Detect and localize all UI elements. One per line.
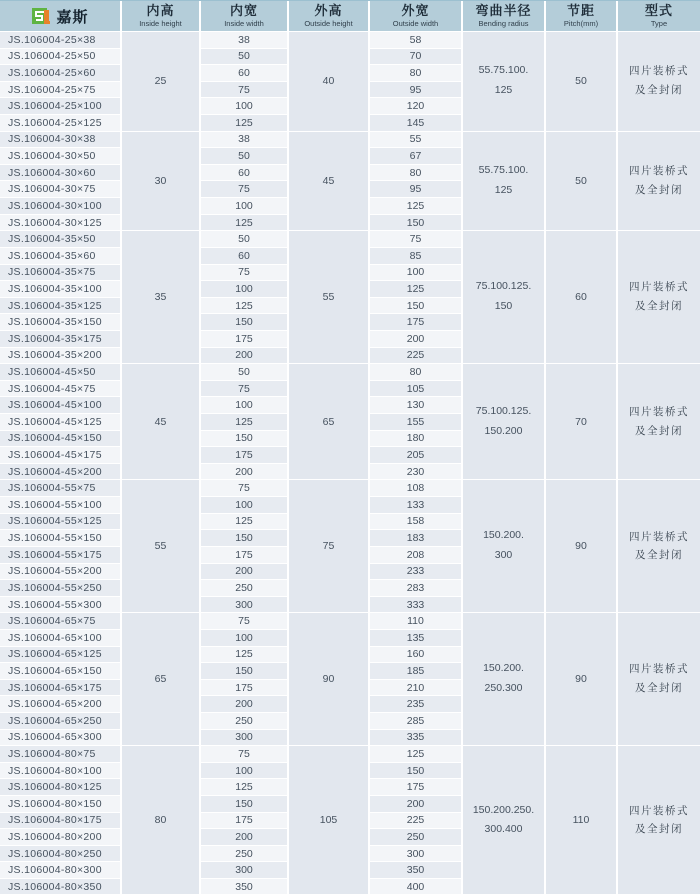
- model-cell: JS.106004-25×50: [0, 49, 120, 65]
- inside-height-cell: 45: [122, 364, 199, 479]
- inside-width-cell: 125: [201, 647, 287, 663]
- model-cell: JS.106004-45×75: [0, 381, 120, 397]
- outside-width-cell: 145: [370, 115, 461, 131]
- type-cell: [618, 480, 700, 612]
- header-label-en: Type: [650, 18, 668, 28]
- outside-width-cell: 235: [370, 696, 461, 712]
- model-cell: JS.106004-80×175: [0, 813, 120, 829]
- model-cell: JS.106004-80×150: [0, 796, 120, 812]
- outside-width-cell: 58: [370, 32, 461, 48]
- outside-height-cell: 65: [289, 364, 368, 479]
- inside-width-cell: 100: [201, 497, 287, 513]
- header-label-en: Pitch(mm): [563, 18, 599, 28]
- inside-width-cell: 250: [201, 580, 287, 596]
- pitch-cell: 50: [546, 32, 616, 131]
- model-cell: JS.106004-55×300: [0, 597, 120, 613]
- model-cell: JS.106004-25×75: [0, 82, 120, 98]
- type-line: 及全封闭: [635, 424, 683, 437]
- outside-height-cell: 90: [289, 613, 368, 745]
- model-cell: JS.106004-65×175: [0, 680, 120, 696]
- type-line: 四片装桥式: [629, 530, 689, 543]
- bending-radius-line: 125: [494, 183, 513, 196]
- model-cell: JS.106004-30×50: [0, 148, 120, 164]
- type-line: 及全封闭: [635, 300, 683, 313]
- brand-logo-icon: [31, 6, 51, 26]
- inside-width-cell: 350: [201, 879, 287, 894]
- model-cell: JS.106004-55×250: [0, 580, 120, 596]
- model-cell: JS.106004-80×125: [0, 779, 120, 795]
- outside-width-cell: 150: [370, 763, 461, 779]
- outside-width-cell: 150: [370, 215, 461, 231]
- outside-width-cell: 135: [370, 630, 461, 646]
- pitch-cell: 110: [546, 746, 616, 894]
- inside-width-cell: 300: [201, 597, 287, 613]
- outside-width-cell: 183: [370, 530, 461, 546]
- model-cell: JS.106004-80×350: [0, 879, 120, 894]
- model-cell: JS.106004-55×150: [0, 530, 120, 546]
- inside-width-cell: 100: [201, 763, 287, 779]
- bending-radius-cell: [463, 746, 544, 894]
- model-cell: JS.106004-35×60: [0, 248, 120, 264]
- type-line: 及全封闭: [635, 183, 683, 196]
- bending-radius-line: 75.100.125.: [475, 280, 532, 293]
- inside-height-cell: 80: [122, 746, 199, 894]
- type-cell: [618, 231, 700, 363]
- inside-width-cell: 175: [201, 547, 287, 563]
- outside-width-cell: 285: [370, 713, 461, 729]
- inside-width-cell: 75: [201, 480, 287, 496]
- bending-radius-cell: [463, 480, 544, 612]
- inside-width-cell: 175: [201, 813, 287, 829]
- inside-width-cell: 125: [201, 215, 287, 231]
- inside-width-cell: 75: [201, 265, 287, 281]
- type-line: 及全封闭: [635, 549, 683, 562]
- type-cell: [618, 32, 700, 131]
- inside-width-cell: 125: [201, 779, 287, 795]
- outside-width-cell: 70: [370, 49, 461, 65]
- header-label-en: Outside height: [304, 18, 353, 28]
- model-cell: JS.106004-65×300: [0, 730, 120, 746]
- outside-width-cell: 110: [370, 613, 461, 629]
- inside-width-cell: 125: [201, 414, 287, 430]
- inside-width-cell: 75: [201, 181, 287, 197]
- outside-width-cell: 350: [370, 862, 461, 878]
- inside-width-cell: 75: [201, 82, 287, 98]
- bending-radius-cell: [463, 132, 544, 231]
- pitch-cell: 50: [546, 132, 616, 231]
- model-cell: JS.106004-65×100: [0, 630, 120, 646]
- outside-width-cell: 230: [370, 464, 461, 480]
- outside-width-cell: 133: [370, 497, 461, 513]
- model-cell: JS.106004-65×75: [0, 613, 120, 629]
- inside-width-cell: 175: [201, 447, 287, 463]
- header-col-bending-radius: [463, 1, 544, 31]
- outside-height-cell: 40: [289, 32, 368, 131]
- outside-width-cell: 185: [370, 663, 461, 679]
- bending-radius-cell: [463, 364, 544, 479]
- model-cell: JS.106004-80×200: [0, 829, 120, 845]
- type-line: 四片装桥式: [629, 804, 689, 817]
- outside-width-cell: 400: [370, 879, 461, 894]
- outside-height-cell: 55: [289, 231, 368, 363]
- brand-cell: [0, 1, 120, 31]
- model-cell: JS.106004-35×75: [0, 265, 120, 281]
- inside-width-cell: 200: [201, 464, 287, 480]
- outside-width-cell: 67: [370, 148, 461, 164]
- outside-width-cell: 95: [370, 82, 461, 98]
- type-line: 四片装桥式: [629, 405, 689, 418]
- header-label-zh: 内高: [146, 3, 175, 19]
- outside-width-cell: 333: [370, 597, 461, 613]
- outside-width-cell: 233: [370, 564, 461, 580]
- model-cell: JS.106004-45×125: [0, 414, 120, 430]
- bending-radius-cell: [463, 32, 544, 131]
- inside-width-cell: 75: [201, 381, 287, 397]
- header-label-zh: 型式: [644, 3, 673, 19]
- inside-width-cell: 60: [201, 248, 287, 264]
- bending-radius-line: 300.400: [484, 823, 523, 836]
- inside-width-cell: 100: [201, 98, 287, 114]
- header-col-outside-height: [289, 1, 368, 31]
- type-cell: [618, 613, 700, 745]
- inside-width-cell: 75: [201, 613, 287, 629]
- inside-width-cell: 300: [201, 730, 287, 746]
- outside-width-cell: 125: [370, 198, 461, 214]
- header-col-pitch-mm: [546, 1, 616, 31]
- outside-width-cell: 80: [370, 364, 461, 380]
- model-cell: JS.106004-55×200: [0, 564, 120, 580]
- bending-radius-line: 300: [494, 549, 513, 562]
- pitch-cell: 70: [546, 364, 616, 479]
- outside-width-cell: 250: [370, 829, 461, 845]
- brand-name: 嘉斯: [56, 8, 89, 26]
- inside-width-cell: 150: [201, 663, 287, 679]
- outside-width-cell: 80: [370, 65, 461, 81]
- model-cell: JS.106004-65×200: [0, 696, 120, 712]
- model-cell: JS.106004-45×200: [0, 464, 120, 480]
- inside-width-cell: 100: [201, 630, 287, 646]
- inside-width-cell: 75: [201, 746, 287, 762]
- inside-width-cell: 50: [201, 231, 287, 247]
- bending-radius-line: 55.75.100.: [478, 64, 529, 77]
- type-line: 及全封闭: [635, 823, 683, 836]
- inside-width-cell: 250: [201, 846, 287, 862]
- inside-width-cell: 200: [201, 348, 287, 364]
- bending-radius-line: 55.75.100.: [478, 164, 529, 177]
- inside-width-cell: 125: [201, 514, 287, 530]
- model-cell: JS.106004-55×75: [0, 480, 120, 496]
- model-cell: JS.106004-35×175: [0, 331, 120, 347]
- model-cell: JS.106004-35×150: [0, 314, 120, 330]
- bending-radius-line: 150.200.: [483, 662, 524, 675]
- outside-width-cell: 175: [370, 779, 461, 795]
- outside-width-cell: 208: [370, 547, 461, 563]
- outside-width-cell: 55: [370, 132, 461, 148]
- model-cell: JS.106004-30×100: [0, 198, 120, 214]
- model-cell: JS.106004-35×200: [0, 348, 120, 364]
- outside-width-cell: 160: [370, 647, 461, 663]
- model-cell: JS.106004-80×100: [0, 763, 120, 779]
- inside-height-cell: 55: [122, 480, 199, 612]
- header-label-zh: 外宽: [401, 3, 430, 19]
- outside-width-cell: 95: [370, 181, 461, 197]
- outside-width-cell: 283: [370, 580, 461, 596]
- type-cell: [618, 746, 700, 894]
- outside-width-cell: 210: [370, 680, 461, 696]
- header-label-en: Inside height: [139, 18, 182, 28]
- outside-width-cell: 85: [370, 248, 461, 264]
- model-cell: JS.106004-65×125: [0, 647, 120, 663]
- model-cell: JS.106004-45×175: [0, 447, 120, 463]
- inside-width-cell: 150: [201, 796, 287, 812]
- inside-width-cell: 150: [201, 530, 287, 546]
- header-col-outside-width: [370, 1, 461, 31]
- outside-width-cell: 180: [370, 431, 461, 447]
- outside-width-cell: 150: [370, 298, 461, 314]
- outside-width-cell: 100: [370, 265, 461, 281]
- model-cell: JS.106004-25×60: [0, 65, 120, 81]
- model-cell: JS.106004-30×60: [0, 165, 120, 181]
- inside-width-cell: 250: [201, 713, 287, 729]
- outside-width-cell: 200: [370, 796, 461, 812]
- header-label-en: Bending radius: [478, 18, 529, 28]
- outside-width-cell: 175: [370, 314, 461, 330]
- header-label-zh: 外高: [314, 3, 343, 19]
- bending-radius-line: 250.300: [484, 682, 523, 695]
- inside-width-cell: 200: [201, 564, 287, 580]
- outside-width-cell: 130: [370, 397, 461, 413]
- bending-radius-line: 150.200.250.: [472, 803, 535, 816]
- outside-width-cell: 108: [370, 480, 461, 496]
- model-cell: JS.106004-80×300: [0, 862, 120, 878]
- type-line: 四片装桥式: [629, 165, 689, 178]
- model-cell: JS.106004-45×100: [0, 397, 120, 413]
- outside-width-cell: 80: [370, 165, 461, 181]
- inside-width-cell: 100: [201, 198, 287, 214]
- model-cell: JS.106004-55×175: [0, 547, 120, 563]
- pitch-cell: 60: [546, 231, 616, 363]
- inside-width-cell: 175: [201, 680, 287, 696]
- inside-width-cell: 50: [201, 148, 287, 164]
- inside-width-cell: 60: [201, 65, 287, 81]
- outside-width-cell: 105: [370, 381, 461, 397]
- outside-width-cell: 125: [370, 281, 461, 297]
- inside-height-cell: 65: [122, 613, 199, 745]
- pitch-cell: 90: [546, 613, 616, 745]
- outside-width-cell: 200: [370, 331, 461, 347]
- inside-width-cell: 150: [201, 431, 287, 447]
- outside-height-cell: 45: [289, 132, 368, 231]
- bending-radius-line: 125: [494, 84, 513, 97]
- type-line: 及全封闭: [635, 84, 683, 97]
- model-cell: JS.106004-35×100: [0, 281, 120, 297]
- model-cell: JS.106004-30×75: [0, 181, 120, 197]
- inside-width-cell: 50: [201, 364, 287, 380]
- inside-width-cell: 125: [201, 298, 287, 314]
- bending-radius-cell: [463, 231, 544, 363]
- model-cell: JS.106004-55×100: [0, 497, 120, 513]
- outside-width-cell: 300: [370, 846, 461, 862]
- spec-table-body: [0, 32, 700, 894]
- outside-width-cell: 158: [370, 514, 461, 530]
- header-label-zh: 内宽: [229, 3, 258, 19]
- model-cell: JS.106004-80×75: [0, 746, 120, 762]
- inside-height-cell: 30: [122, 132, 199, 231]
- bending-radius-line: 150.200.: [483, 529, 524, 542]
- model-cell: JS.106004-25×38: [0, 32, 120, 48]
- model-cell: JS.106004-35×50: [0, 231, 120, 247]
- outside-width-cell: 120: [370, 98, 461, 114]
- outside-width-cell: 155: [370, 414, 461, 430]
- outside-width-cell: 225: [370, 348, 461, 364]
- inside-height-cell: 25: [122, 32, 199, 131]
- model-cell: JS.106004-65×150: [0, 663, 120, 679]
- header-label-en: Inside width: [224, 18, 264, 28]
- outside-width-cell: 75: [370, 231, 461, 247]
- outside-width-cell: 125: [370, 746, 461, 762]
- pitch-cell: 90: [546, 480, 616, 612]
- outside-width-cell: 205: [370, 447, 461, 463]
- inside-width-cell: 125: [201, 115, 287, 131]
- model-cell: JS.106004-45×150: [0, 431, 120, 447]
- header-col-inside-width: [201, 1, 287, 31]
- type-line: 及全封闭: [635, 682, 683, 695]
- outside-width-cell: 225: [370, 813, 461, 829]
- model-cell: JS.106004-80×250: [0, 846, 120, 862]
- inside-width-cell: 60: [201, 165, 287, 181]
- outside-height-cell: 105: [289, 746, 368, 894]
- inside-width-cell: 150: [201, 314, 287, 330]
- header-col-inside-height: [122, 1, 199, 31]
- inside-width-cell: 100: [201, 281, 287, 297]
- inside-width-cell: 200: [201, 829, 287, 845]
- bending-radius-line: 75.100.125.: [475, 404, 532, 417]
- header-label-zh: 弯曲半径: [475, 3, 532, 19]
- model-cell: JS.106004-30×38: [0, 132, 120, 148]
- inside-width-cell: 38: [201, 132, 287, 148]
- type-cell: [618, 132, 700, 231]
- bending-radius-line: 150.200: [484, 424, 523, 437]
- inside-width-cell: 50: [201, 49, 287, 65]
- model-cell: JS.106004-65×250: [0, 713, 120, 729]
- inside-width-cell: 300: [201, 862, 287, 878]
- inside-width-cell: 200: [201, 696, 287, 712]
- type-line: 四片装桥式: [629, 281, 689, 294]
- bending-radius-cell: [463, 613, 544, 745]
- table-header-row: [0, 0, 700, 31]
- inside-width-cell: 38: [201, 32, 287, 48]
- inside-height-cell: 35: [122, 231, 199, 363]
- bending-radius-line: 150: [494, 300, 513, 313]
- model-cell: JS.106004-45×50: [0, 364, 120, 380]
- model-cell: JS.106004-55×125: [0, 514, 120, 530]
- type-cell: [618, 364, 700, 479]
- inside-width-cell: 100: [201, 397, 287, 413]
- header-label-zh: 节距: [566, 3, 595, 19]
- model-cell: JS.106004-35×125: [0, 298, 120, 314]
- model-cell: JS.106004-30×125: [0, 215, 120, 231]
- header-col-type: [618, 1, 700, 31]
- type-line: 四片装桥式: [629, 663, 689, 676]
- outside-width-cell: 335: [370, 730, 461, 746]
- type-line: 四片装桥式: [629, 65, 689, 78]
- inside-width-cell: 175: [201, 331, 287, 347]
- header-label-en: Outside width: [392, 18, 439, 28]
- model-cell: JS.106004-25×125: [0, 115, 120, 131]
- model-cell: JS.106004-25×100: [0, 98, 120, 114]
- outside-height-cell: 75: [289, 480, 368, 612]
